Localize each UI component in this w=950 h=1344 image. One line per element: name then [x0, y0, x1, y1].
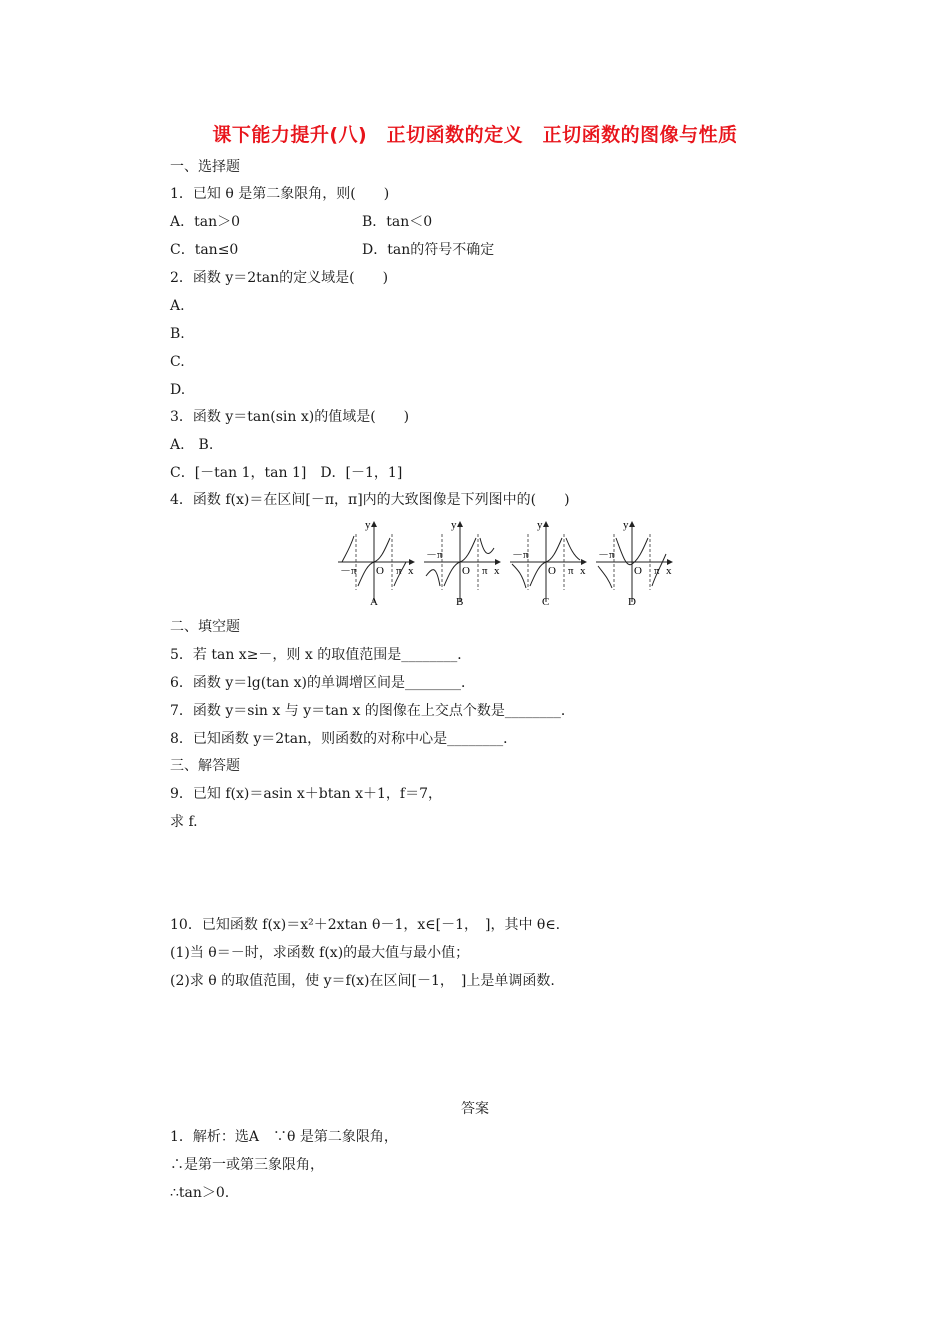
q2-stem: 2．函数 y＝2tan的定义域是( )	[170, 270, 389, 286]
q2-option-d: D.	[170, 382, 186, 398]
q1-option-a: A．tan＞0	[170, 214, 241, 230]
q10-line1: 10．已知函数 f(x)＝x²＋2xtan θ－1，x∈[－1， ]，其中 θ∈.	[170, 917, 561, 933]
graph-c-y-label: y	[537, 519, 543, 531]
q1-stem: 1．已知 θ 是第二象限角，则( )	[170, 186, 390, 202]
q9-line1: 9．已知 f(x)＝asin x＋btan x＋1，f＝7，	[170, 786, 443, 802]
graph-c-neg-pi: －π	[512, 549, 529, 561]
graph-c-x-label: x	[580, 565, 586, 577]
q9-line2: 求 f.	[170, 814, 198, 830]
graph-b	[424, 519, 500, 608]
section-choice: 一、选择题	[170, 159, 240, 175]
section-solve: 三、解答题	[170, 758, 240, 774]
q2-option-b: B.	[170, 326, 185, 342]
answer-line2: ∴是第一或第三象限角，	[170, 1157, 324, 1173]
q6: 6．函数 y＝lg(tan x)的单调增区间是________．	[170, 675, 475, 691]
q10-line2: (1)当 θ＝－时，求函数 f(x)的最大值与最小值；	[170, 945, 470, 961]
q1-option-c: C．tan≤0	[170, 242, 239, 258]
q4-graph-figure	[334, 514, 674, 610]
q10-line3: (2)求 θ 的取值范围，使 y＝f(x)在区间[－1， ]上是单调函数.	[170, 973, 555, 989]
q7: 7．函数 y＝sin x 与 y＝tan x 的图像在上交点个数是________．	[170, 703, 575, 719]
graph-b-x-label: x	[494, 565, 500, 577]
graph-c-label: C	[542, 596, 550, 608]
q5: 5．若 tan x≥－，则 x 的取值范围是________．	[170, 647, 472, 663]
graph-a-neg-pi: －π	[340, 565, 357, 577]
graph-b-pi: π	[482, 565, 488, 577]
q2-option-c: C.	[170, 354, 185, 370]
q8: 8．已知函数 y＝2tan，则函数的对称中心是________．	[170, 731, 518, 747]
graph-d-x-label: x	[666, 565, 672, 577]
graph-a-origin: O	[376, 565, 384, 577]
graph-d-pi: π	[654, 565, 660, 577]
answer-heading: 答案	[461, 1101, 489, 1117]
q1-option-b: B．tan＜0	[362, 214, 433, 230]
graph-a-label: A	[370, 596, 378, 608]
graph-d	[596, 519, 672, 608]
q3-stem: 3．函数 y＝tan(sin x)的值域是( )	[170, 409, 410, 425]
graph-a-y-label: y	[365, 519, 371, 531]
graph-a-x-label: x	[408, 565, 414, 577]
graph-d-label: D	[628, 596, 636, 608]
answer-line1: 1．解析：选A ∵θ 是第二象限角，	[170, 1129, 398, 1145]
graph-b-y-label: y	[451, 519, 457, 531]
q3-options-ab: A. B.	[170, 437, 214, 453]
graph-d-y-label: y	[623, 519, 629, 531]
graph-b-origin: O	[462, 565, 470, 577]
graph-d-origin: O	[634, 565, 642, 577]
graph-b-neg-pi: －π	[426, 549, 443, 561]
graph-c-origin: O	[548, 565, 556, 577]
q2-option-a: A.	[170, 298, 185, 314]
graph-c-pi: π	[568, 565, 574, 577]
q4-stem: 4．函数 f(x)＝在区间[－π，π]内的大致图像是下列图中的( )	[170, 492, 570, 508]
page-title: 课下能力提升(八) 正切函数的定义 正切函数的图像与性质	[212, 124, 738, 146]
graph-b-label: B	[456, 596, 464, 608]
answer-line3: ∴tan＞0.	[170, 1185, 230, 1201]
graph-c	[510, 519, 586, 608]
graph-d-neg-pi: －π	[598, 549, 615, 561]
q3-options-cd: C．[－tan 1，tan 1] D．[－1，1]	[170, 465, 403, 481]
q1-option-d: D．tan的符号不确定	[362, 242, 495, 258]
graph-a	[338, 519, 414, 608]
section-fill: 二、填空题	[170, 619, 240, 635]
graph-a-pi: π	[396, 565, 402, 577]
